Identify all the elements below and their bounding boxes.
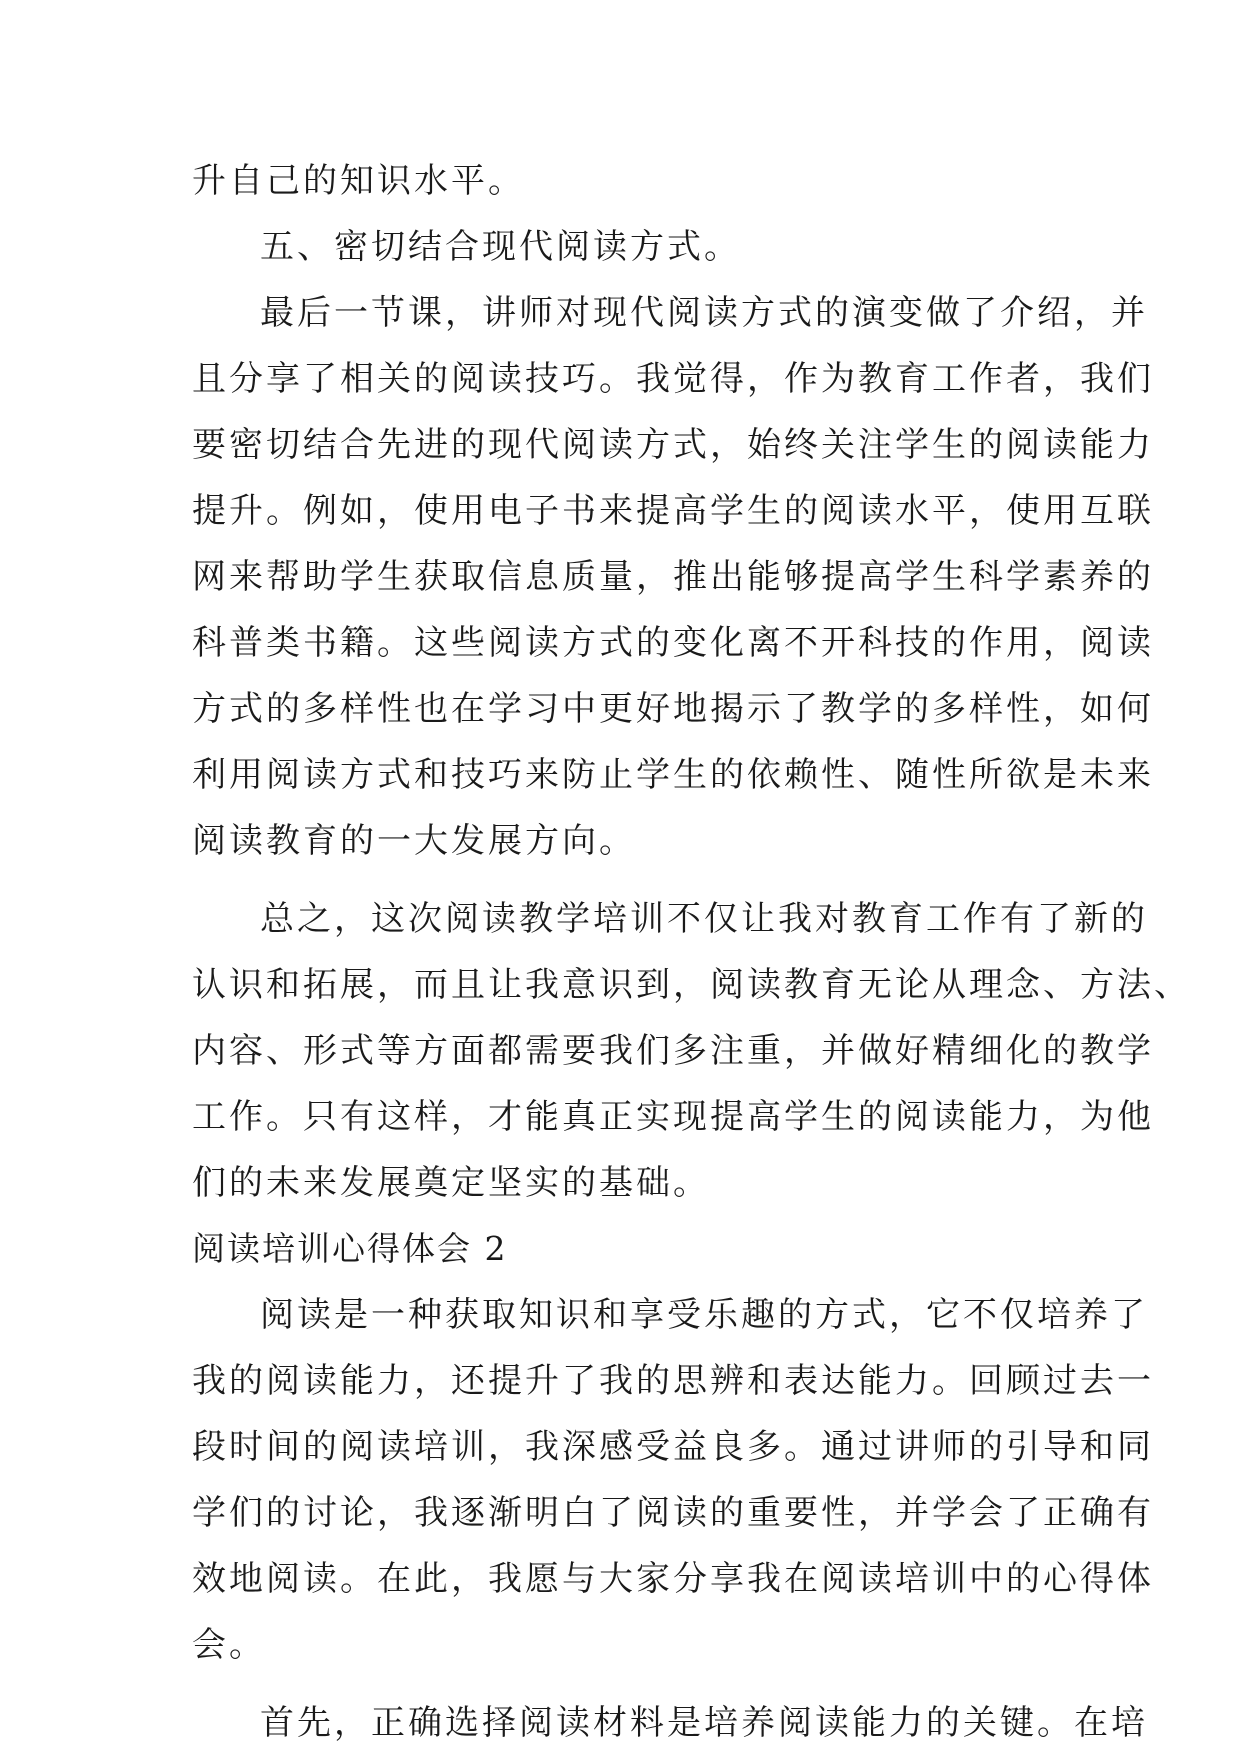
paragraph-line: 总之，这次阅读教学培训不仅让我对教育工作有了新的 [260,899,1148,939]
paragraph-line: 首先，正确选择阅读材料是培养阅读能力的关键。在培 [260,1703,1148,1743]
paragraph-line: 科普类书籍。这些阅读方式的变化离不开科技的作用，阅读 [192,623,1154,663]
paragraph-line: 方式的多样性也在学习中更好地揭示了教学的多样性，如何 [192,689,1154,729]
paragraph-line: 且分享了相关的阅读技巧。我觉得，作为教育工作者，我们 [192,359,1154,399]
paragraph-line: 学们的讨论，我逐渐明白了阅读的重要性，并学会了正确有 [192,1493,1154,1533]
document-body [192,148,1191,1756]
paragraph-line: 网来帮助学生获取信息质量，推出能够提高学生科学素养的 [192,557,1154,597]
paragraph-line: 要密切结合先进的现代阅读方式，始终关注学生的阅读能力 [192,425,1154,465]
paragraph-line: 阅读教育的一大发展方向。 [192,821,636,861]
paragraph-line: 阅读是一种获取知识和享受乐趣的方式，它不仅培养了 [260,1295,1148,1335]
text-line: 升自己的知识水平。 [192,161,525,201]
paragraph-line: 最后一节课，讲师对现代阅读方式的演变做了介绍，并 [260,293,1148,333]
paragraph-line: 认识和拓展，而且让我意识到，阅读教育无论从理念、方法、 [192,965,1191,1005]
paragraph-line: 工作。只有这样，才能真正实现提高学生的阅读能力，为他 [192,1097,1154,1137]
paragraph-line: 们的未来发展奠定坚实的基础。 [192,1163,710,1203]
article-title: 阅读培训心得体会 2 [192,1229,508,1268]
paragraph-line: 内容、形式等方面都需要我们多注重，并做好精细化的教学 [192,1031,1154,1071]
paragraph-line: 会。 [192,1625,266,1665]
paragraph-line: 利用阅读方式和技巧来防止学生的依赖性、随性所欲是未来 [192,755,1154,795]
section-heading: 五、密切结合现代阅读方式。 [260,227,741,267]
paragraph-line: 我的阅读能力，还提升了我的思辨和表达能力。回顾过去一 [192,1361,1154,1401]
paragraph-line: 段时间的阅读培训，我深感受益良多。通过讲师的引导和同 [192,1427,1154,1467]
paragraph-line: 提升。例如，使用电子书来提高学生的阅读水平，使用互联 [192,491,1154,531]
paragraph-line: 效地阅读。在此，我愿与大家分享我在阅读培训中的心得体 [192,1559,1154,1599]
